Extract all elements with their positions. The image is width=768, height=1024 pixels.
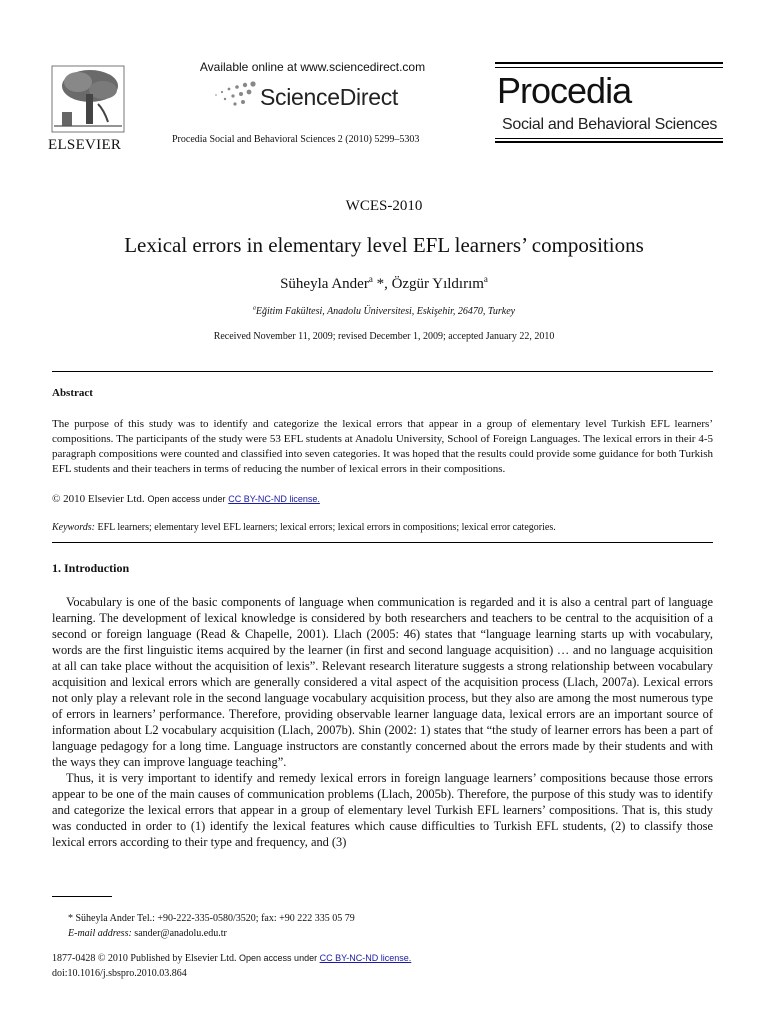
author-list bbox=[0, 276, 768, 293]
footer-open-access-text: Open access under bbox=[239, 953, 318, 963]
author-2: Özgür Yıldırım bbox=[391, 276, 484, 292]
procedia-rule-bottom bbox=[495, 141, 723, 143]
affiliation-text: Eğitim Fakültesi, Anadolu Üniversitesi, Eskişehir, 26470, Turkey bbox=[255, 306, 516, 317]
issn-line bbox=[52, 953, 411, 964]
article-title: Lexical errors in elementary level EFL learners’ compositions bbox=[124, 233, 644, 257]
keywords-list: EFL learners; elementary level EFL learners; lexical errors; lexical errors in compositions; lexical error categories. bbox=[97, 522, 556, 533]
abstract-copyright bbox=[52, 493, 320, 505]
issn-text: 1877-0428 © 2010 Published by Elsevier Ltd. bbox=[52, 953, 237, 964]
paragraph-2: Thus, it is very important to identify and remedy lexical errors in foreign language learners’ compositions because those errors appear to be one of the main causes of communication problems (Llach, 2005b). Therefore, the purpose of this study was to identify and categorize the lexical errors that appear in a group of elementary level Turkish EFL learners’ compositions. That is, this study was conducted in order to (1) identify the lexical features which cause difficulties to Turkish EFL students, (2) to classify those lexical errors according to their type and frequency, and (3) bbox=[52, 771, 713, 849]
open-access-text: Open access under bbox=[147, 494, 226, 504]
corresponding-mark: * bbox=[372, 276, 385, 292]
abstract-heading: Abstract bbox=[52, 387, 93, 399]
paragraph-1: Vocabulary is one of the basic components of language when communication is regarded and it is also a central part of language learning. The development of lexical knowledge is considered by both researchers and teachers to be central to the acquisition of a second or foreign language (Read & Chapelle, 2001). Llach (2005: 46) states that “language learning starts up with vocabulary, words are the first linguistic items acquired by the learner (in first and second language acquisition) … and no language acquisition at all can take place without the acquisition of lexis”. Relevant research literature suggests a strong relationship between vocabulary acquisition and lexical errors which are generally considered a vital aspect of the acquisition process (Llach, 2007a). Lexical errors not only play a relevant role in the second language vocabulary acquisition process, but they also are among the most numerous type of errors in learners’ performance. Therefore, providing observable learner language data, lexical errors are an important source of information about L2 vocabulary acquisition (Llach, 2007b). Shin (2002: 1) states that “the study of learner errors has been a part of language pedagogy for a long time. Language instructors are constantly concerned about the errors made by their students and with the ways they can improve language teaching”. bbox=[52, 595, 713, 769]
elsevier-logo bbox=[48, 64, 128, 153]
author-separator: , bbox=[384, 276, 392, 292]
license-link[interactable]: CC BY-NC-ND license. bbox=[228, 494, 320, 504]
journal-citation: Procedia Social and Behavioral Sciences 2 (2010) 5299–5303 bbox=[172, 134, 420, 145]
doi[interactable]: doi:10.1016/j.sbspro.2010.03.864 bbox=[52, 968, 187, 979]
section-heading: 1. Introduction bbox=[52, 561, 130, 575]
conference-name: WCES-2010 bbox=[345, 198, 423, 214]
sciencedirect-wordmark: ScienceDirect bbox=[260, 84, 398, 110]
email-address[interactable]: sander@anadolu.edu.tr bbox=[134, 928, 227, 939]
email-label: E-mail address: bbox=[68, 928, 132, 939]
procedia-rule-top bbox=[495, 62, 723, 64]
copyright-text: © 2010 Elsevier Ltd. bbox=[52, 493, 145, 505]
affiliation-mark: a bbox=[252, 305, 256, 312]
author-1-affil-mark: a bbox=[368, 274, 373, 284]
abstract-text: The purpose of this study was to identify and categorize the lexical errors that appear in a group of elementary level Turkish EFL learners’ compositions. The participants of the study were 53 EFL students at Anadolu University, School of Foreign Languages. The lexical errors in their 4-5 paragraph compositions were counted and classified into seven categories. It was hoped that the results could provide some guidance for both Turkish EFL students and their teachers in terms of reducing the number of lexical errors in their compositions. bbox=[52, 418, 713, 475]
keywords-label: Keywords: bbox=[52, 522, 95, 533]
author-2-affil-mark: a bbox=[483, 274, 488, 284]
keywords bbox=[52, 522, 556, 533]
procedia-rule-bottom-thin bbox=[495, 138, 723, 139]
elsevier-tree-icon bbox=[48, 64, 128, 134]
procedia-subtitle: Social and Behavioral Sciences bbox=[502, 116, 718, 133]
available-online-text: Available online at www.sciencedirect.com bbox=[199, 60, 426, 74]
footer-license-link[interactable]: CC BY-NC-ND license. bbox=[319, 953, 412, 963]
author-1: Süheyla Ander bbox=[280, 276, 369, 292]
received-dates: Received November 11, 2009; revised December 1, 2009; accepted January 22, 2010 bbox=[213, 331, 555, 342]
footnote-email bbox=[68, 928, 227, 939]
footnote-contact: * Süheyla Ander Tel.: +90-222-335-0580/3520; fax: +90 222 335 05 79 bbox=[68, 913, 355, 924]
footnote-rule bbox=[52, 896, 112, 897]
affiliation bbox=[0, 306, 768, 317]
sciencedirect-dots-icon bbox=[213, 80, 263, 110]
procedia-rule-top-thin bbox=[495, 67, 723, 68]
section-body bbox=[52, 594, 713, 850]
elsevier-wordmark: ELSEVIER bbox=[48, 137, 122, 153]
divider-top bbox=[52, 371, 713, 372]
procedia-wordmark: Procedia bbox=[497, 70, 632, 111]
divider-bottom bbox=[52, 542, 713, 543]
